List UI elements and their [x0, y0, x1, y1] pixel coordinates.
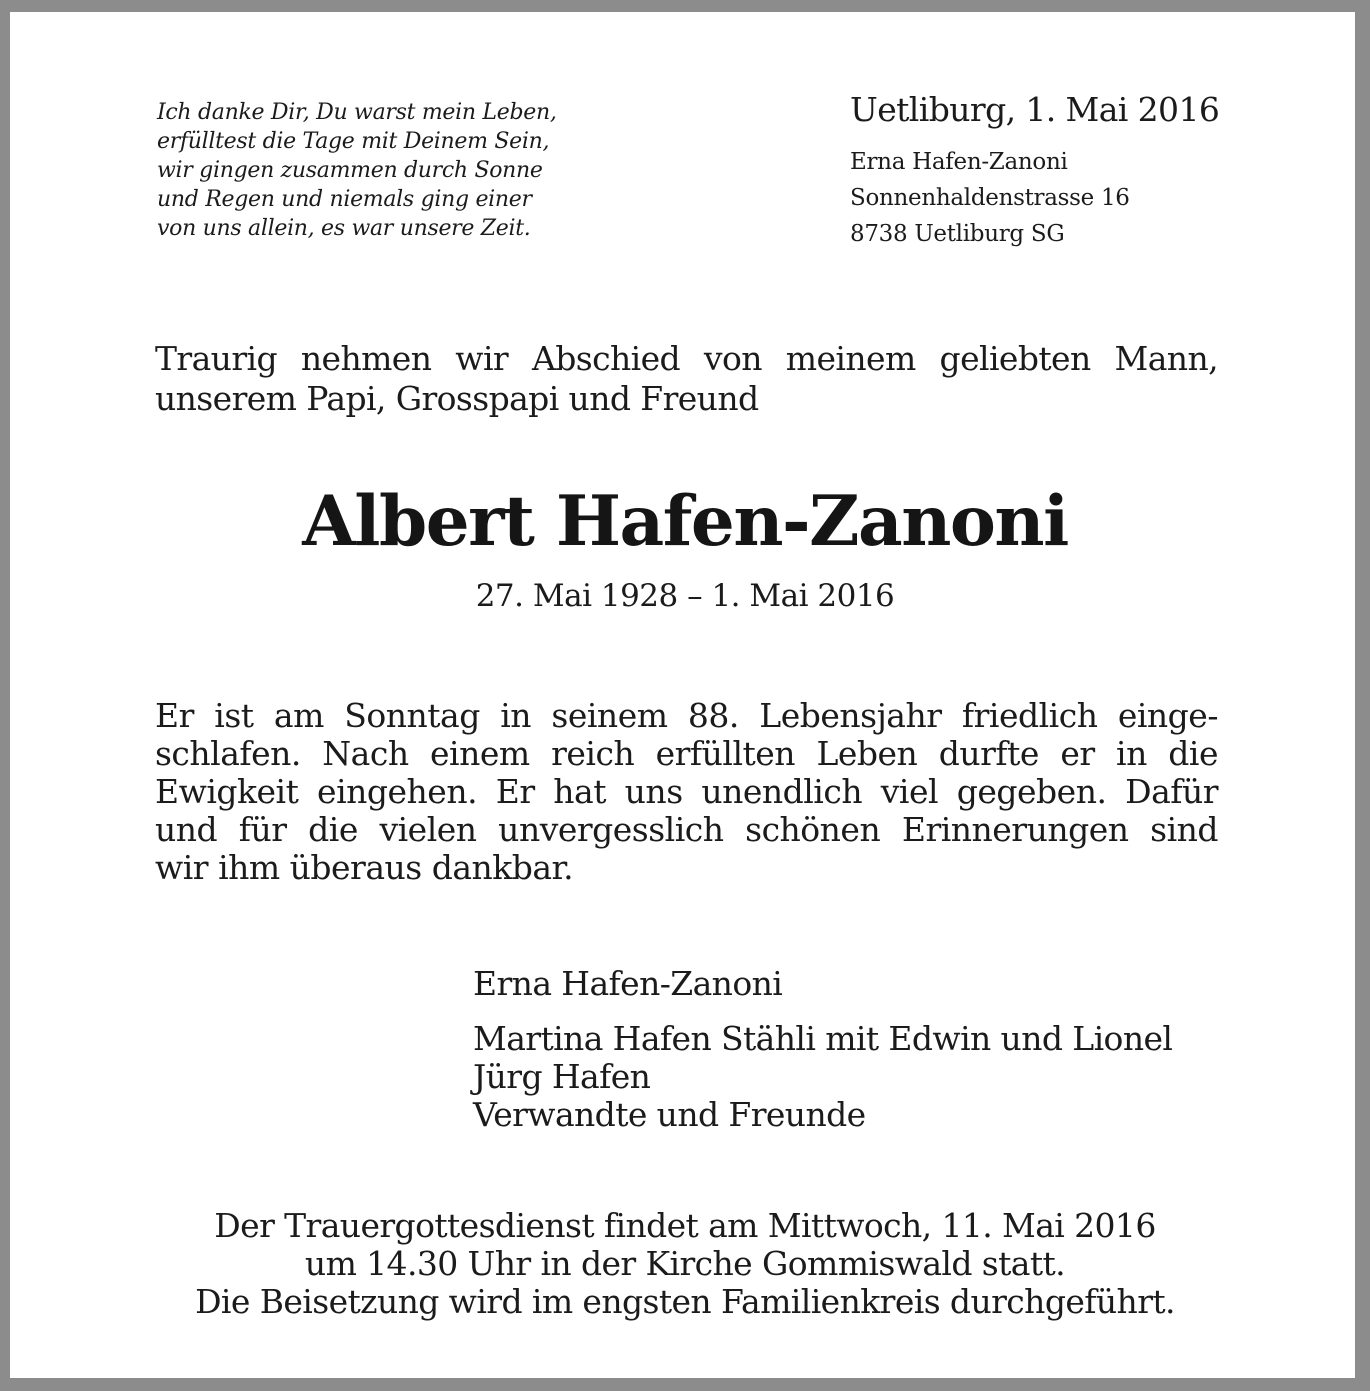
obituary-page [10, 12, 1355, 1378]
service-line: Die Beisetzung wird im engsten Familienkreis durchgeführt. [195, 1282, 1175, 1321]
signer-primary: Erna Hafen-Zanoni [473, 964, 783, 1003]
body-line: Er ist am Sonntag in seinem 88. Lebensjahr friedlich einge- [155, 696, 1218, 735]
poem [157, 98, 677, 243]
body-line: und für die vielen unvergesslich schönen Erinnerungen sind [155, 810, 1218, 849]
poem-line: erfülltest die Tage mit Deinem Sein, [157, 129, 550, 154]
poem-line: und Regen und niemals ging einer [157, 187, 532, 212]
service-line: um 14.30 Uhr in der Kirche Gommiswald statt. [304, 1244, 1066, 1283]
poem-line: wir gingen zusammen durch Sonne [157, 158, 543, 183]
signer-item: Martina Hafen Stähli mit Edwin und Lionel [473, 1019, 1173, 1058]
body-line: Ewigkeit eingehen. Er hat uns unendlich viel gegeben. Dafür [155, 772, 1218, 811]
intro-text: Traurig nehmen wir Abschied von meinem geliebten Mann, unserem Papi, Grosspapi und Freund [155, 339, 1218, 418]
body-line: schlafen. Nach einem reich erfüllten Leben durfte er in die [155, 734, 1218, 773]
address-street: Sonnenhaldenstrasse 16 [850, 185, 1130, 211]
place-date: Uetliburg, 1. Mai 2016 [850, 90, 1220, 129]
signer-item: Verwandte und Freunde [473, 1095, 866, 1134]
signer-list [473, 1020, 1172, 1134]
body-line: wir ihm überaus dankbar. [155, 848, 574, 887]
address-name: Erna Hafen-Zanoni [850, 149, 1068, 175]
service-line: Der Trauergottesdienst findet am Mittwoch, 11. Mai 2016 [214, 1206, 1156, 1245]
body-paragraph [155, 697, 1218, 887]
service-notice [10, 1207, 1360, 1321]
lifespan-dates: 27. Mai 1928 – 1. Mai 2016 [475, 578, 895, 614]
poem-line: von uns allein, es war unsere Zeit. [157, 216, 531, 241]
address-block [850, 144, 1130, 252]
signer-item: Jürg Hafen [473, 1057, 651, 1096]
poem-line: Ich danke Dir, Du warst mein Leben, [157, 100, 557, 125]
deceased-name: Albert Hafen-Zanoni [302, 481, 1068, 562]
address-city: 8738 Uetliburg SG [850, 221, 1065, 247]
